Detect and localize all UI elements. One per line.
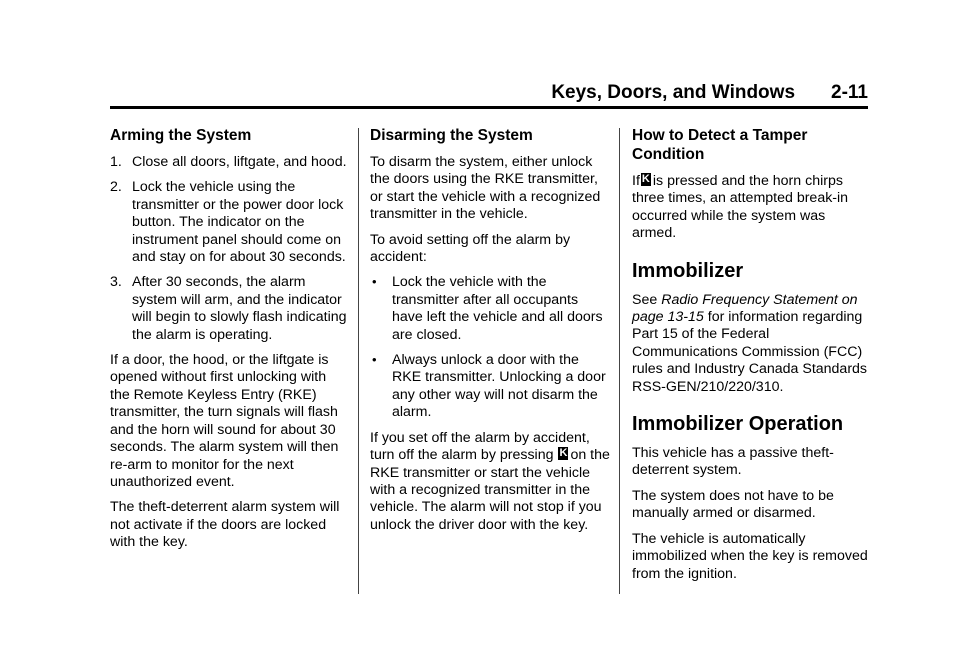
accident-paragraph [370,430,610,534]
key-fob-button-icon [558,447,568,460]
bullet-icon: • [372,274,377,290]
disarm-paragraph: To disarm the system, either unlock the doors using the RKE transmitter, or start the vehicle with a recognized transmitter in the vehicle. [370,154,601,223]
arming-paragraph: If a door, the hood, or the liftgate is opened without first unlocking with the Remote Keyless Entry (RKE) transmitter, the turn signals will flash and the horn will sound for about 30 seconds. The alarm system will then re-arm to monitor for the next unauthorized event. [110,352,339,490]
bullet-item [370,352,610,422]
column-divider [619,128,620,594]
step-text: After 30 seconds, the alarm system will arm, and the indicator will begin to slowly flash indicating the alarm is operating. [132,274,347,343]
operation-paragraph-3: The vehicle is automatically immobilized when the key is removed from the ignition. [632,530,868,582]
column-divider [358,128,359,594]
tamper-text-start: If [632,173,640,189]
accident-text-start: If you set off the alarm by accident, turn off the alarm by pressing [370,429,590,464]
arming-note: The theft-deterrent alarm system will not activate if the doors are locked with the key. [110,499,340,551]
bullet-icon: • [372,352,377,368]
step-item [110,274,348,344]
operation-paragraph-1: This vehicle has a passive theft-deterrent system. [632,445,834,479]
page-number: 2-11 [831,82,868,103]
tamper-paragraph [632,173,872,243]
avoid-paragraph: To avoid setting off the alarm by accident: [370,231,571,266]
see-text: See [632,291,658,308]
page-header [110,82,868,104]
accident-text-end: on the RKE transmitter or start the vehicle with a recognized transmitter in the vehicle. The alarm will not stop if you unlock the driver door with the key. [370,447,610,533]
step-item [110,179,348,266]
key-fob-button-icon [641,173,651,186]
step-text: Close all doors, liftgate, and hood. [132,154,347,170]
heading-immobilizer-operation: Immobilizer Operation [632,413,844,436]
cross-reference-link[interactable]: Radio Frequency Statement on page 13-15 [632,291,858,326]
immobilizer-text: for information regarding Part 15 of the Federal Communications Commission (FCC) rules and Industry Canada Standards RSS-GEN/210/220/310. [632,309,868,395]
section-title: Keys, Doors, and Windows [551,82,796,103]
step-item [110,154,348,171]
bullet-text: Lock the vehicle with the transmitter after all occupants have left the vehicle and all doors are closed. [392,274,603,343]
column-arming [110,126,348,560]
heading-disarming: Disarming the System [370,127,533,144]
column-tamper-immobilizer [632,126,872,591]
tamper-text-end: is pressed and the horn chirps three times, an attempted break-in occurred while the system was armed. [632,173,849,242]
bullet-text: Always unlock a door with the RKE transmitter. Unlocking a door any other way will not disarm the alarm. [392,352,606,421]
step-number: 1. [110,154,122,170]
heading-arming: Arming the System [110,127,252,144]
bullet-item [370,274,610,344]
header-rule [110,106,868,109]
immobilizer-paragraph [632,292,872,396]
column-disarming [370,126,610,542]
operation-paragraph-2: The system does not have to be manually armed or disarmed. [632,487,834,522]
heading-tamper: How to Detect a Tamper Condition [632,127,808,163]
heading-immobilizer: Immobilizer [632,259,744,282]
step-number: 2. [110,179,122,196]
step-text: Lock the vehicle using the transmitter or the power door lock button. The indicator on the instrument panel should come on and stay on for about 30 seconds. [132,179,346,266]
step-number: 3. [110,274,122,291]
